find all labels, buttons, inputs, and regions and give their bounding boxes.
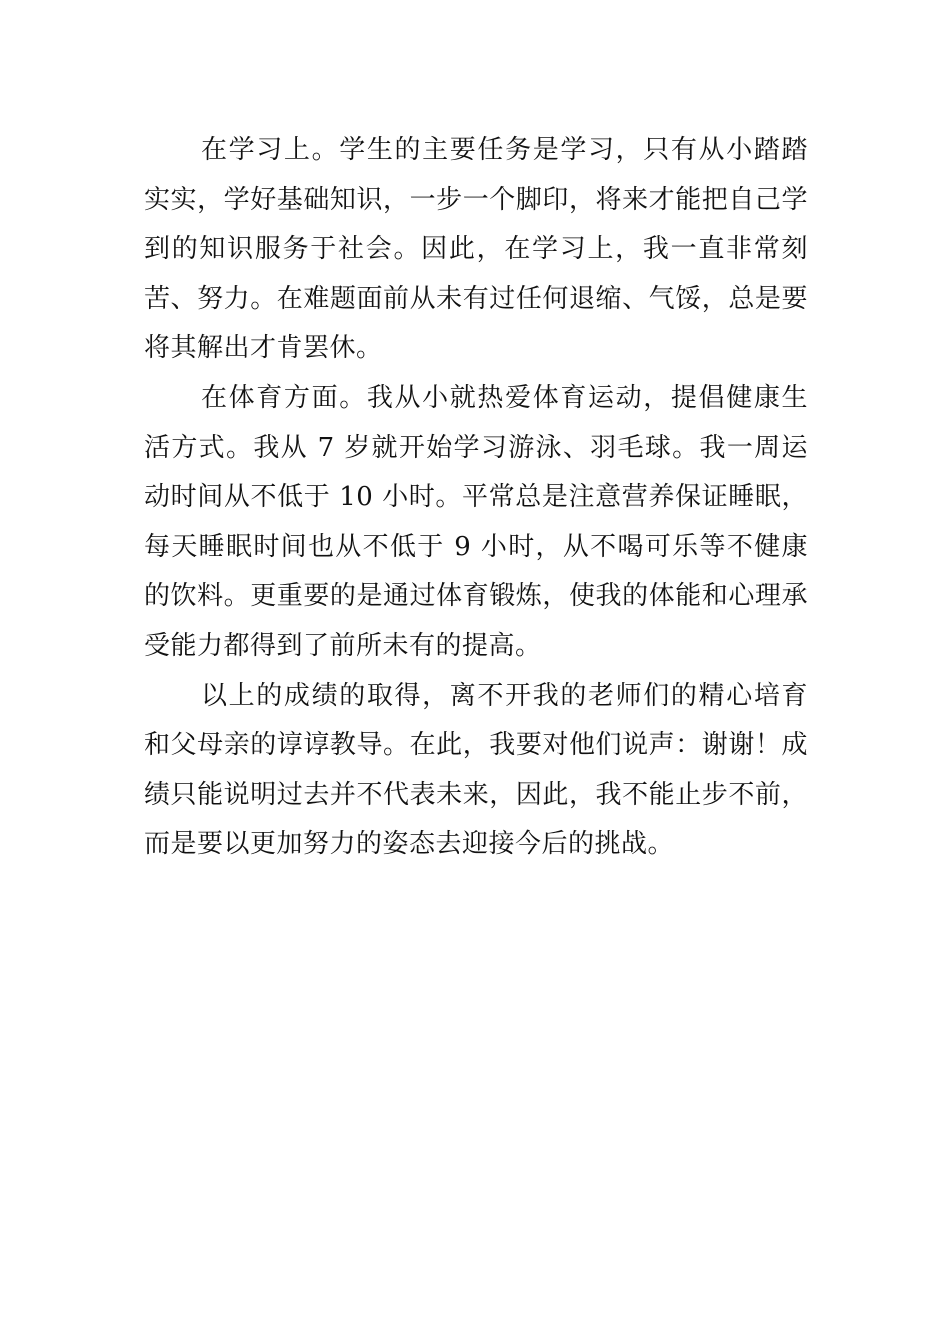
paragraph-study: 在学习上。学生的主要任务是学习，只有从小踏踏实实，学好基础知识，一步一个脚印，将来才能把自己学到的知识服务于社会。因此，在学习上，我一直非常刻苦、努力。在难题面前从未有过任何退缩、气馁，总是要将其解出才肯罢休。 — [144, 135, 808, 364]
document-body — [144, 126, 808, 870]
paragraph-gratitude: 以上的成绩的取得，离不开我的老师们的精心培育和父母亲的谆谆教导。在此，我要对他们说声：谢谢！成绩只能说明过去并不代表未来，因此，我不能止步不前，而是要以更加努力的姿态去迎接今后的挑战。 — [144, 680, 808, 860]
paragraph-sports: 在体育方面。我从小就热爱体育运动，提倡健康生活方式。我从 7 岁就开始学习游泳、羽毛球。我一周运动时间从不低于 10 小时。平常总是注意营养保证睡眠，每天睡眠时间也从不低于 9 小时，从不喝可乐等不健康的饮料。更重要的是通过体育锻炼，使我的体能和心理承受能力都得到了前所未有的提高。 — [144, 382, 808, 661]
